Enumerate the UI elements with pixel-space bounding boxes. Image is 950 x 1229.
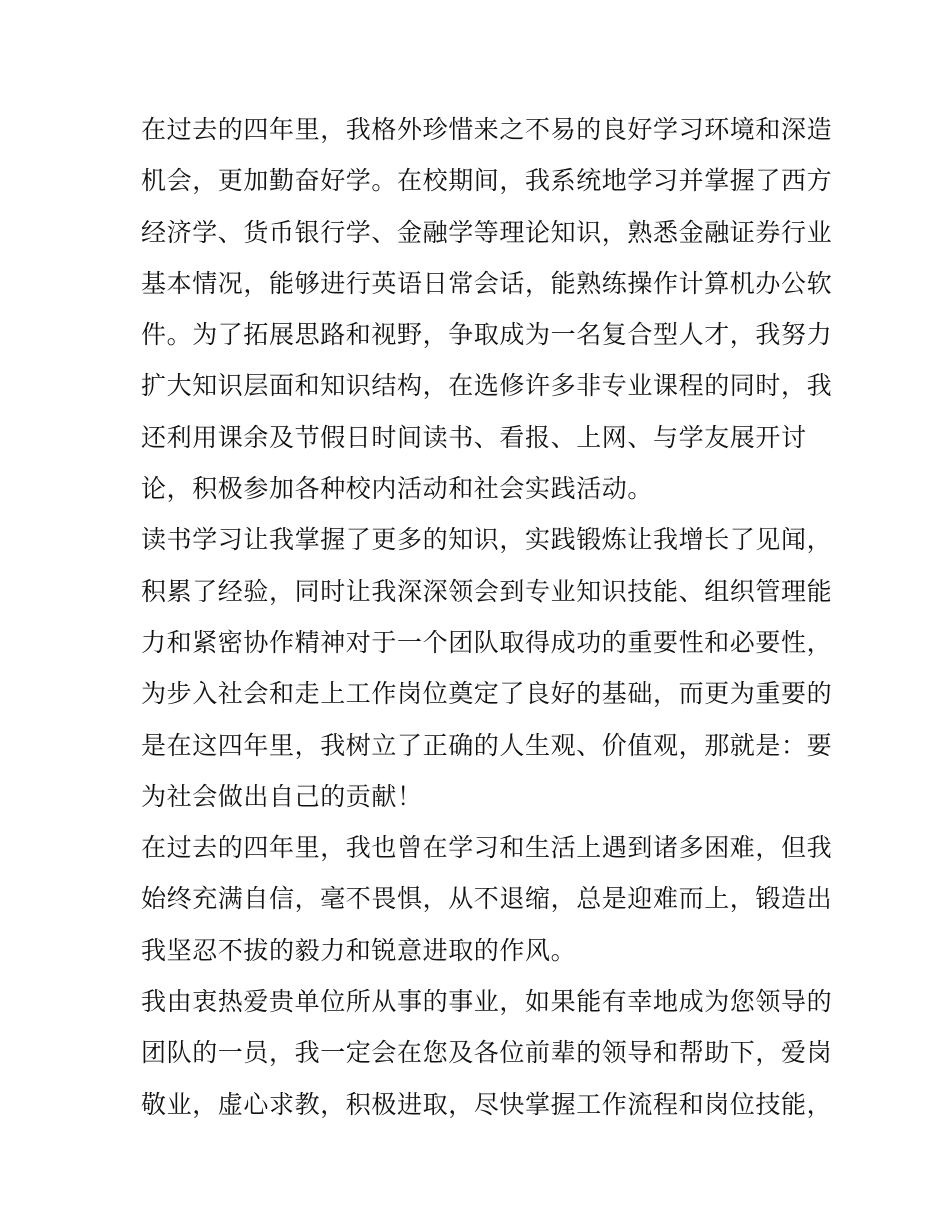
text-line: 件。为了拓展思路和视野，争取成为一名复合型人才，我努力 [141,320,833,350]
text-line: 在过去的四年里，我格外珍惜来之不易的良好学习环境和深造 [141,115,833,144]
text-line: 我坚忍不拔的毅力和锐意进取的作风。 [141,935,577,965]
text-line: 在过去的四年里，我也曾在学习和生活上遇到诸多困难，但我 [141,833,833,863]
text-line: 为社会做出自己的贡献！ [141,781,423,811]
text-line: 机会，更加勤奋好学。在校期间，我系统地学习并掌握了西方 [141,166,833,196]
text-line: 我由衷热爱贵单位所从事的事业，如果能有幸地成为您领导的 [141,987,833,1017]
text-line: 是在这四年里，我树立了正确的人生观、价值观，那就是：要 [141,730,833,760]
text-line: 扩大知识层面和知识结构，在选修许多非专业课程的同时，我 [141,371,833,401]
text-line: 敬业，虚心求教，积极进取，尽快掌握工作流程和岗位技能， [141,1089,833,1119]
text-line: 经济学、货币银行学、金融学等理论知识，熟悉金融证券行业 [141,217,833,247]
body-text [141,110,833,1136]
text-line: 基本情况，能够进行英语日常会话，能熟练操作计算机办公软 [141,268,833,298]
text-line: 还利用课余及节假日时间读书、看报、上网、与学友展开讨 [141,422,807,452]
text-line: 始终充满自信，毫不畏惧，从不退缩，总是迎难而上，锻造出 [141,884,833,914]
text-line: 积累了经验，同时让我深深领会到专业知识技能、组织管理能 [141,576,833,606]
text-line: 论，积极参加各种校内活动和社会实践活动。 [141,474,654,504]
text-line: 为步入社会和走上工作岗位奠定了良好的基础，而更为重要的 [141,679,833,709]
text-line: 力和紧密协作精神对于一个团队取得成功的重要性和必要性， [141,627,833,657]
text-line: 读书学习让我掌握了更多的知识，实践锻炼让我增长了见闻， [141,525,833,555]
text-line: 团队的一员，我一定会在您及各位前辈的领导和帮助下，爱岗 [141,1038,833,1068]
